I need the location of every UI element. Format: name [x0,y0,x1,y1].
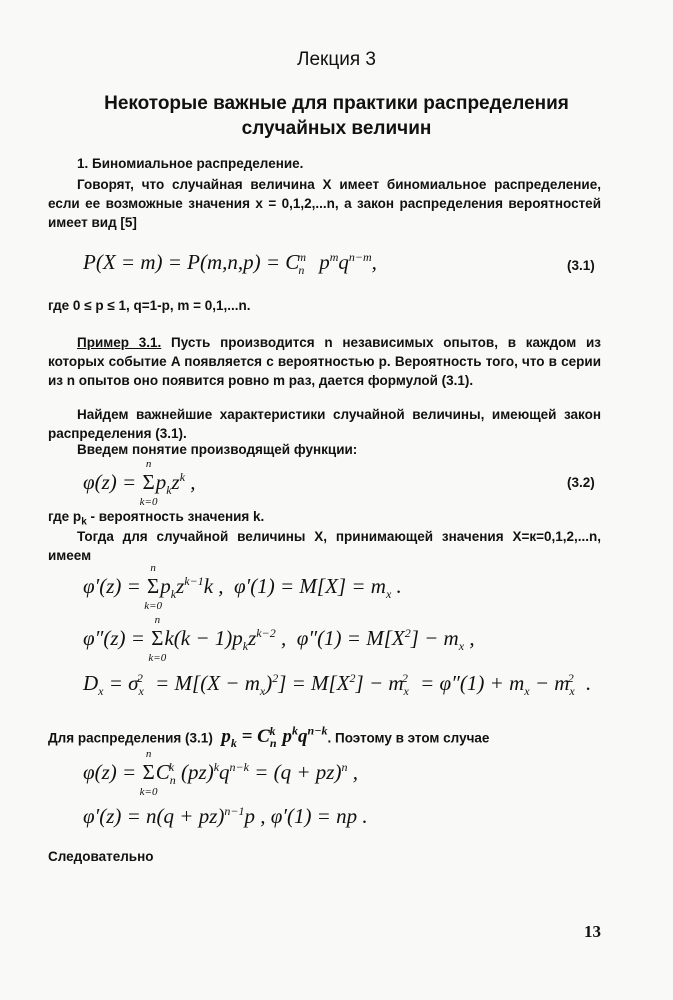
equation-number-3-1: (3.1) [567,258,595,273]
equation-3-2: φ(z) = Σ n k=0 $p_kz^k$ , [83,458,196,508]
equation-second-derivative: φ″(z) = Σ n k=0 $k(k - 1)p_kz^{k-2}$ , $\varphi''(1) = M[X^2] - m_x$ , [83,614,475,664]
intro-paragraph: Говорят, что случайная величина X имеет биномиальное распределение, если ее возможные значения x = 0,1,2,...n, а закон распределения вероятностей имеет вид [5] [48,177,601,230]
equation-number-3-2: (3.2) [567,475,595,490]
equation-first-derivative: φ′(z) = Σ n k=0 $p_kz^{k-1}k$ , $\varphi'(1) = M[X] = m_x$ . [83,562,402,612]
introduce-line: Введем понятие производящей функции: [77,442,358,457]
equation-3-1: $P(X = m) = P(m,n,p) = C_n^m$ $p^mq^{n-m}$, [83,250,377,278]
equation-derivative-binomial: φ′(z) = n(q + pz)$^{n-1}$p , φ′(1) = np . [83,804,368,828]
pk-definition: где $p_k$ - вероятность значения k. [48,509,265,528]
find-paragraph: Найдем важнейшие характеристики случайной величины, имеющей закон распределения (3.1). [48,407,601,441]
title-line-1: Некоторые важные для практики распределения [104,93,569,114]
then-paragraph: Тогда для случайной величины X, принимающей значения X=к=0,1,2,...n, имеем [48,529,601,563]
example-text: Пусть производится n независимых опытов, в каждом из которых событие A появляется с вероятностью p. Вероятность того, что в серии из n опытов оно появится ровно m раз, дается формулой (3.1). [48,335,602,388]
equation-variance: $D_x = \sigma_x^2 = M[(X - m_x)^2] = M[X^2] - m_x^2 = \varphi''(1) + m_x - m_x^2$ . [83,671,592,699]
pk-binomial-formula: $p_k = C_n^k$ $p^kq^{n-k}$ [216,724,328,751]
example-paragraph [48,333,601,390]
for-distribution-line: Для распределения (3.1) $p_k = C_n^k$ $p^kq^{n-k}$. Поэтому в этом случае [48,724,490,751]
example-label: Пример 3.1. [77,335,162,350]
section-heading: 1. Биномиальное распределение. [77,156,304,171]
page-title [50,91,623,141]
where-clause: где 0 ≤ p ≤ 1, q=1-p, m = 0,1,...n. [48,298,251,313]
consequently-line: Следовательно [48,849,154,864]
page-number: 13 [584,922,601,941]
lecture-number: Лекция 3 [297,49,376,70]
title-line-2: случайных величин [241,118,432,139]
equation-generating-binomial: φ(z) = Σ n k=0 $C_n^k$ $(pz)^kq^{n-k} = (q + pz)^n$ , [83,748,358,798]
